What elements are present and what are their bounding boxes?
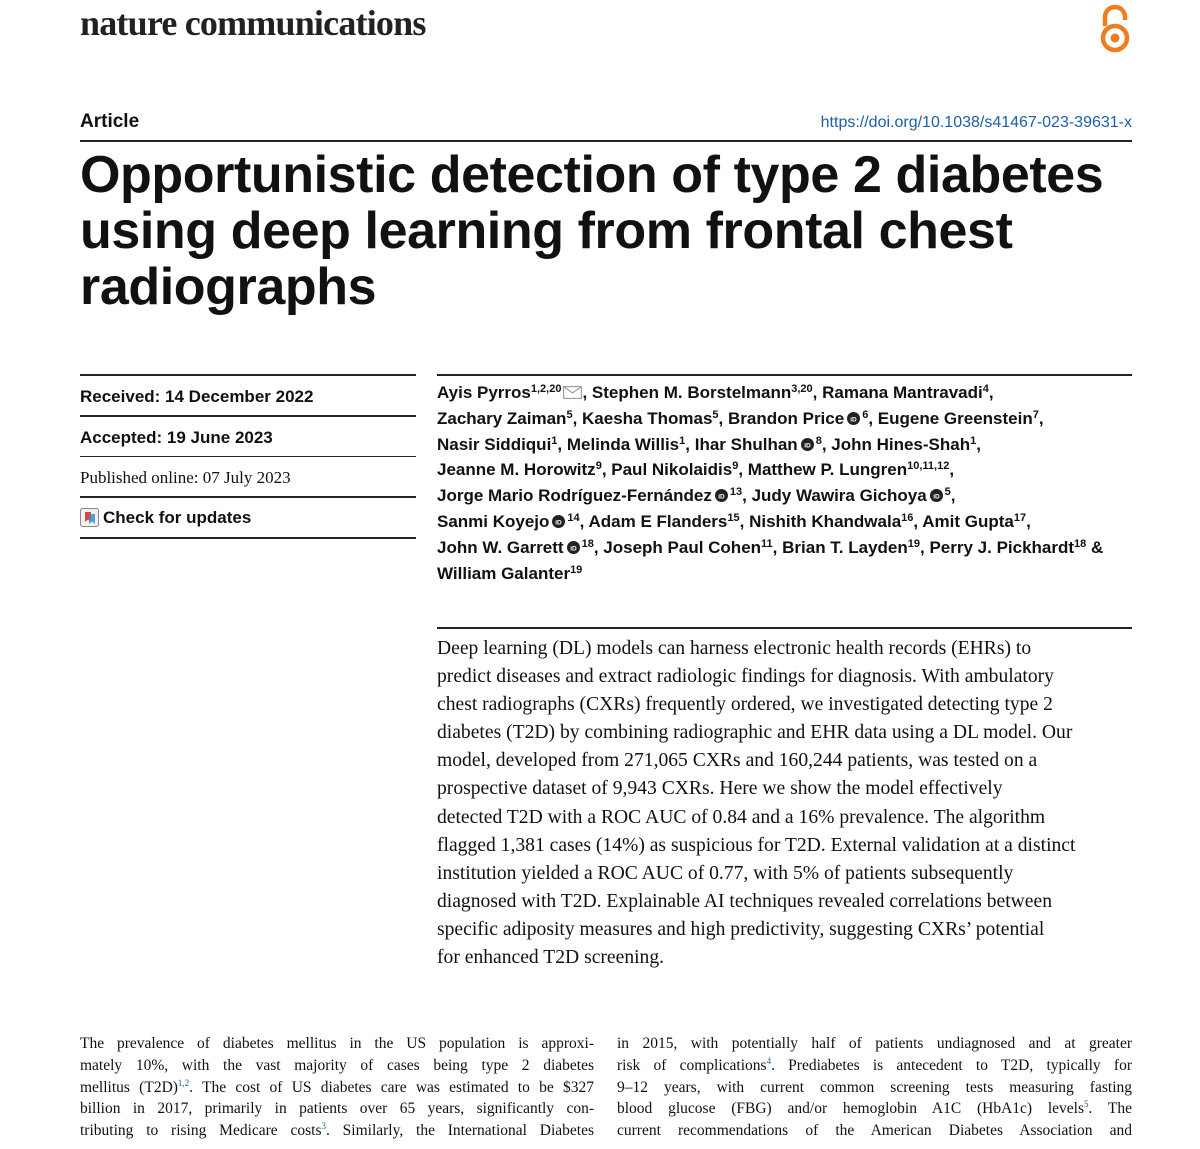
affiliation-number: 19 bbox=[570, 563, 583, 576]
body-line: mately 10%, with the vast majority of cases being type 2 diabetes bbox=[80, 1056, 594, 1074]
accepted-date: Accepted: 19 June 2023 bbox=[80, 427, 273, 447]
abstract-line: prospective dataset of 9,943 CXRs. Here we show the model effectively bbox=[437, 778, 1003, 800]
body-line: mellitus $(T2D)^{1,2}$. The cost of US diabetes care was estimated to be $327 bbox=[80, 1077, 594, 1096]
affiliation-number: 13 bbox=[729, 486, 743, 499]
orcid-icon[interactable] bbox=[930, 489, 943, 502]
author-name[interactable]: Amit Gupta bbox=[922, 511, 1014, 531]
title-line: Opportunistic detection of type 2 diabetes bbox=[80, 146, 1104, 204]
orcid-icon[interactable] bbox=[552, 515, 565, 528]
affiliation-number: 9 bbox=[732, 460, 739, 473]
check-updates-icon bbox=[80, 508, 99, 527]
abstract-line: specific adiposity measures and high predictivity, suggesting CXRs’ potential bbox=[437, 918, 1045, 940]
author-name[interactable]: Melinda Willis bbox=[566, 434, 680, 454]
abstract-divider bbox=[437, 627, 1132, 629]
affiliation-number: 7 bbox=[1032, 408, 1039, 421]
affiliation-number: 17 bbox=[1013, 511, 1027, 524]
abstract-line: predict diseases and extract radiologic findings for diagnosis. With ambulatory bbox=[437, 666, 1054, 688]
author-name[interactable]: Perry J. Pickhardt bbox=[929, 537, 1075, 557]
affiliation-number: 11 bbox=[761, 537, 773, 550]
affiliation-number: 10,11,12 bbox=[907, 460, 950, 473]
affiliation-number: 5 bbox=[712, 408, 719, 421]
body-line: 9–12 years, with current common screening tests measuring fasting bbox=[617, 1078, 1132, 1096]
author-name[interactable]: Jeanne M. Horowitz bbox=[437, 460, 596, 480]
abstract bbox=[437, 635, 1147, 972]
affiliation-number: 6 bbox=[862, 408, 869, 421]
author-name[interactable]: John Hines-Shah bbox=[831, 434, 971, 454]
citation-ref[interactable]: 5 bbox=[1084, 1099, 1089, 1110]
affiliation-number: 5 bbox=[944, 486, 951, 499]
author-line: John W. Garrett iD $^{18}$, Joseph Paul Cohen$^{11}$, Brian T. Layden$^{19}$, Perry J. Pickhardt$^{18}$ & bbox=[437, 537, 1104, 557]
author-name[interactable]: Joseph Paul Cohen bbox=[603, 537, 762, 557]
abstract-line: model, developed from 271,065 CXRs and 160,244 patients, was tested on a bbox=[437, 750, 1038, 772]
authors-divider bbox=[437, 374, 1132, 376]
affiliation-number: 1 bbox=[970, 434, 977, 447]
author-line: Zachary Zaiman$^5$, Kaesha Thomas$^5$, Brandon Price iD $^6$, Eugene Greenstein$^7$, bbox=[437, 408, 1044, 428]
abstract-line: flagged 1,381 cases (14%) as suspicious for T2D. External validation at a distinct bbox=[437, 834, 1076, 856]
author-name[interactable]: Nasir Siddiqui bbox=[437, 434, 552, 454]
body-line: current recommendations of the American Diabetes Association and bbox=[617, 1122, 1132, 1140]
author-line: Nasir Siddiqui$^1$, Melinda Willis$^1$, Ihar Shulhan iD $^8$, John Hines-Shah$^1$, bbox=[437, 434, 981, 454]
abstract-line: Deep learning (DL) models can harness electronic health records (EHRs) to bbox=[437, 638, 1032, 659]
abstract-line: institution yielded a ROC AUC of 0.77, with 5% of patients subsequently bbox=[437, 862, 1014, 884]
author-name[interactable]: Kaesha Thomas bbox=[582, 408, 713, 428]
check-for-updates-link[interactable] bbox=[80, 498, 416, 537]
journal-name: nature communications bbox=[80, 3, 426, 43]
author-name[interactable]: Jorge Mario Rodríguez-Fernández bbox=[437, 486, 712, 506]
svg-text:iD: iD bbox=[718, 493, 725, 501]
svg-text:iD: iD bbox=[803, 441, 811, 449]
author-name[interactable]: Judy Wawira Gichoya bbox=[751, 486, 927, 506]
orcid-icon[interactable] bbox=[715, 489, 728, 502]
body-line: in 2015, with potentially half of patients undiagnosed and at greater bbox=[617, 1035, 1132, 1052]
title-line: radiographs bbox=[80, 258, 377, 316]
article-title bbox=[80, 147, 1140, 315]
affiliation-number: 15 bbox=[727, 511, 740, 524]
author-name[interactable]: Nishith Khandwala bbox=[749, 511, 902, 531]
affiliation-number: 4 bbox=[982, 383, 989, 395]
affiliation-number: 14 bbox=[567, 511, 580, 524]
affiliation-number: 1 bbox=[679, 434, 686, 447]
abstract-line: detected T2D with a ROC AUC of 0.84 and a 16% prevalence. The algorithm bbox=[437, 806, 1046, 828]
citation-ref[interactable]: 4 bbox=[766, 1055, 772, 1066]
body-line: billion in 2017, primarily in patients over 65 years, significantly con- bbox=[80, 1100, 594, 1118]
orcid-icon[interactable] bbox=[567, 541, 580, 554]
author-name[interactable]: Adam E Flanders bbox=[588, 511, 728, 531]
svg-text:iD: iD bbox=[569, 545, 577, 553]
affiliation-number: 3,20 bbox=[791, 383, 813, 395]
citation-ref[interactable]: 1,2 bbox=[177, 1077, 190, 1088]
author-name[interactable]: John W. Garrett bbox=[437, 537, 564, 557]
body-line: The prevalence of diabetes mellitus in the US population is approxi- bbox=[80, 1035, 594, 1052]
author-name[interactable]: Matthew P. Lungren bbox=[747, 460, 908, 480]
author-name[interactable]: Eugene Greenstein bbox=[877, 408, 1033, 428]
affiliation-number: 8 bbox=[815, 434, 822, 447]
author-name[interactable]: Zachary Zaiman bbox=[437, 408, 567, 428]
orcid-icon[interactable] bbox=[801, 438, 814, 451]
author-line: Jorge Mario Rodríguez-Fernández iD $^{13}$, Judy Wawira Gichoya iD $^5$, bbox=[437, 486, 956, 506]
author-name[interactable]: Sanmi Koyejo bbox=[437, 511, 550, 531]
abstract-line: for enhanced T2D screening. bbox=[437, 947, 665, 969]
affiliation-number: 1,2,20 bbox=[530, 383, 562, 395]
body-line: tributing to rising Medicare costs$^3$. Similarly, the International Diabetes bbox=[80, 1121, 594, 1140]
body-text-right-column bbox=[617, 1033, 1132, 1142]
doi-link[interactable]: https://doi.org/10.1038/s41467-023-39631-x bbox=[820, 114, 1132, 131]
abstract-line: diabetes (T2D) by combining radiographic and EHR data using a DL model. Our bbox=[437, 722, 1073, 744]
body-line: blood glucose (FBG) and/or hemoglobin A1C (HbA1c) levels$^5$. The bbox=[617, 1099, 1132, 1118]
abstract-line: diagnosed with T2D. Explainable AI techniques revealed correlations between bbox=[437, 890, 1053, 912]
affiliation-number: 9 bbox=[595, 460, 602, 473]
body-text-left-column bbox=[80, 1033, 594, 1142]
affiliation-number: 1 bbox=[551, 434, 558, 447]
author-name[interactable]: Paul Nikolaidis bbox=[611, 460, 733, 480]
title-line: using deep learning from frontal chest bbox=[80, 202, 1013, 260]
author-name[interactable]: Brandon Price bbox=[728, 408, 845, 428]
affiliation-number: 5 bbox=[566, 408, 573, 421]
affiliation-number: 19 bbox=[907, 537, 921, 550]
author-line: Sanmi Koyejo iD $^{14}$, Adam E Flanders$^{15}$, Nishith Khandwala$^{16}$, Amit Gupta$^{17}$, bbox=[437, 511, 1031, 531]
orcid-icon[interactable] bbox=[847, 412, 860, 425]
author-list bbox=[437, 380, 1137, 586]
abstract-line: chest radiographs (CXRs) frequently ordered, we investigated detecting type 2 bbox=[437, 694, 1053, 716]
publication-history bbox=[80, 374, 416, 539]
author-name[interactable]: Ayis Pyrros bbox=[437, 383, 531, 402]
open-access-icon bbox=[1097, 4, 1133, 54]
check-updates-label: Check for updates bbox=[103, 507, 252, 527]
author-name[interactable]: Ramana Mantravadi bbox=[822, 383, 983, 402]
affiliation-number: 16 bbox=[901, 511, 914, 524]
author-line: Ayis Pyrros$^{1,2,20}$ , Stephen M. Borstelmann$^{3,20}$, Ramana Mantravadi$^4$, bbox=[437, 383, 994, 402]
article-type-label: Article bbox=[80, 111, 140, 132]
body-line: risk of complications$^4$. Prediabetes is antecedent to T2D, typically for bbox=[617, 1055, 1132, 1074]
author-name[interactable]: Stephen M. Borstelmann bbox=[591, 383, 792, 402]
svg-text:iD: iD bbox=[932, 493, 940, 501]
author-line: Jeanne M. Horowitz$^9$, Paul Nikolaidis$^9$, Matthew P. Lungren$^{10,11,12}$, bbox=[437, 460, 955, 480]
svg-text:iD: iD bbox=[850, 416, 857, 424]
published-date: Published online: 07 July 2023 bbox=[80, 468, 291, 487]
affiliation-number: 18 bbox=[1074, 537, 1087, 550]
citation-ref[interactable]: 3 bbox=[321, 1121, 326, 1132]
author-name[interactable]: Brian T. Layden bbox=[782, 537, 908, 557]
author-name[interactable]: Ihar Shulhan bbox=[694, 434, 798, 454]
title-divider bbox=[80, 140, 1132, 142]
affiliation-number: 18 bbox=[581, 537, 594, 550]
received-date: Received: 14 December 2022 bbox=[80, 387, 314, 406]
svg-text:iD: iD bbox=[555, 519, 563, 527]
author-line bbox=[437, 561, 1137, 587]
email-icon[interactable] bbox=[563, 386, 582, 399]
author-name[interactable]: William Galanter bbox=[437, 563, 571, 583]
